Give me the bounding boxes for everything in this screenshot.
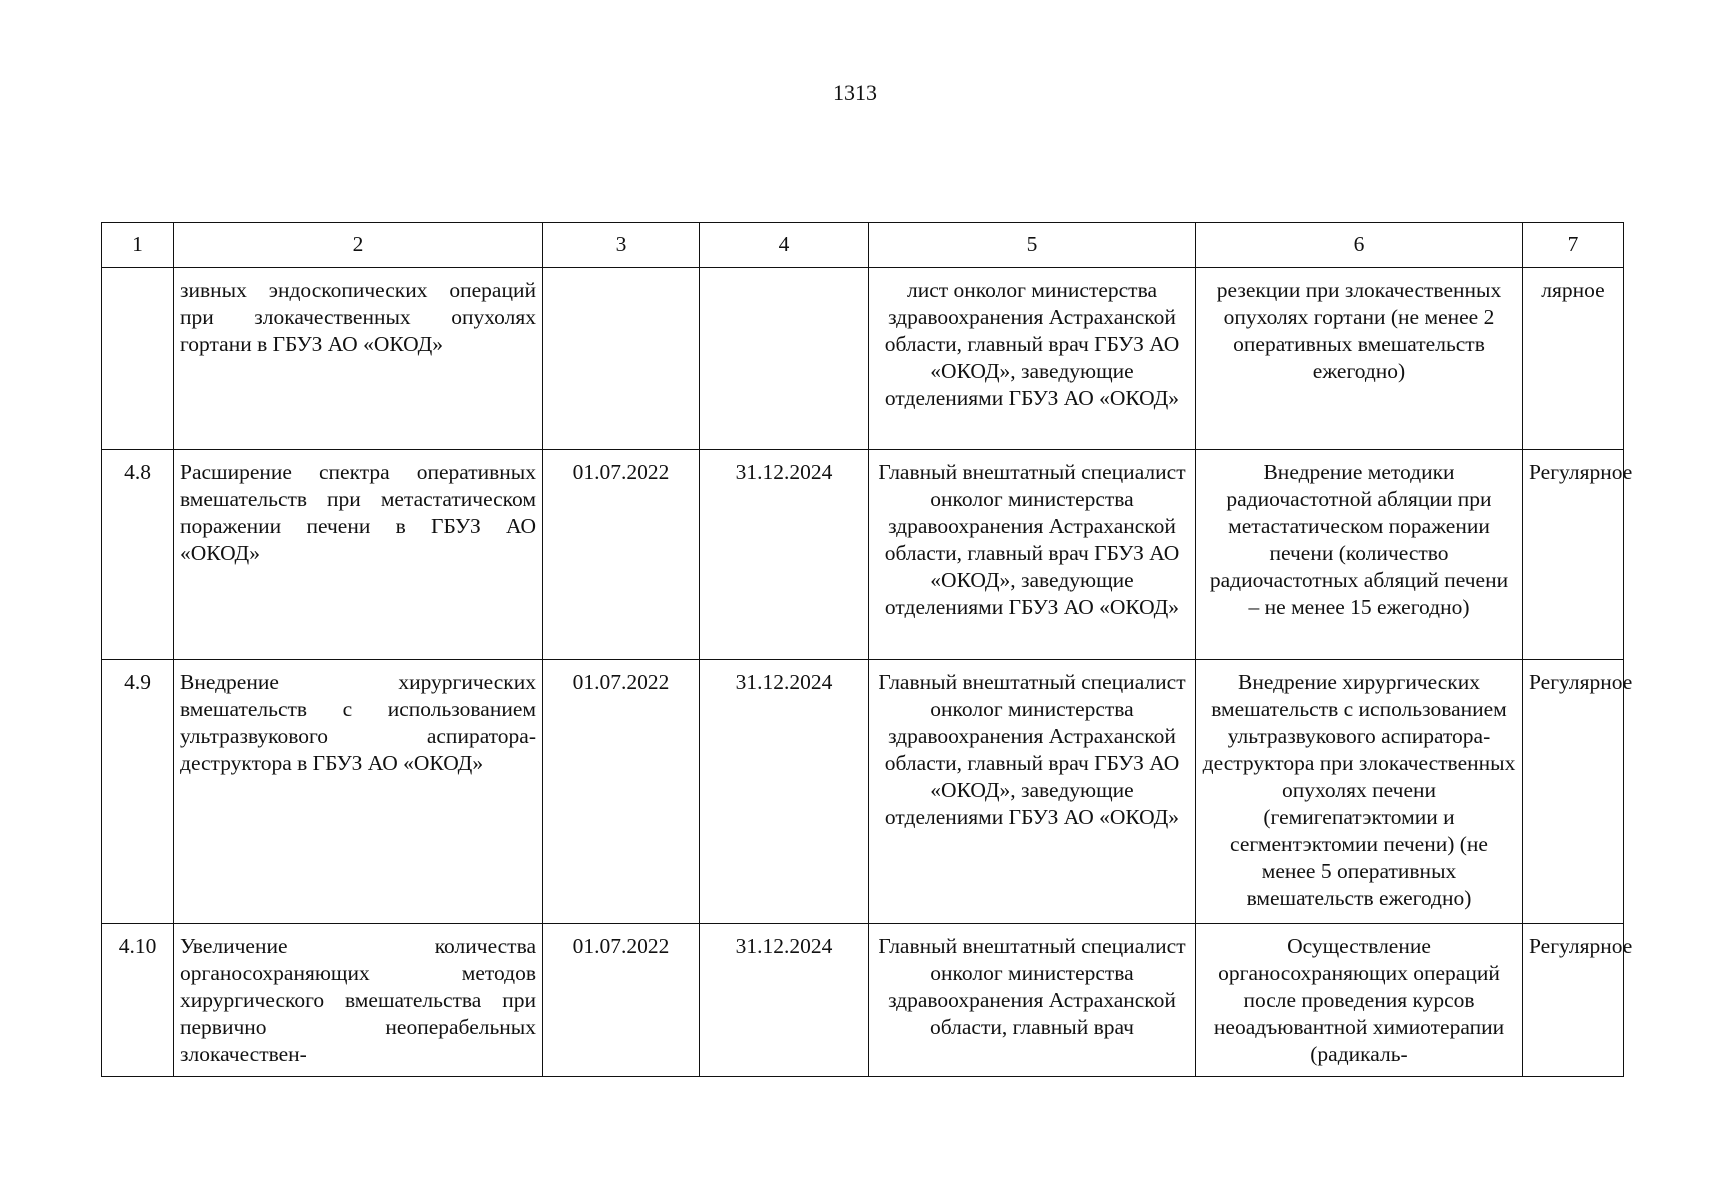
column-header: 5	[869, 223, 1196, 268]
end-date: 31.12.2024	[700, 660, 869, 924]
measure-type: лярное	[1523, 268, 1624, 450]
measure-description: зивных эндоскопических операций при злокачественных опухолях гортани в ГБУЗ АО «ОКОД»	[174, 268, 543, 450]
end-date: 31.12.2024	[700, 924, 869, 1077]
end-date: 31.12.2024	[700, 450, 869, 660]
measure-type: Регулярное	[1523, 924, 1624, 1077]
header-row	[102, 223, 1624, 268]
expected-result: Осуществление органосохраняющих операций после проведения курсов неоадъювантной химиотерапии (радикаль-	[1196, 924, 1523, 1077]
item-number: 4.10	[102, 924, 174, 1077]
column-header: 6	[1196, 223, 1523, 268]
start-date: 01.07.2022	[543, 924, 700, 1077]
responsible: Главный внештатный специалист онколог министерства здравоохранения Астраханской области, главный врач ГБУЗ АО «ОКОД», заведующие отделениями ГБУЗ АО «ОКОД»	[869, 450, 1196, 660]
item-number: 4.8	[102, 450, 174, 660]
item-number	[102, 268, 174, 450]
end-date	[700, 268, 869, 450]
column-header: 2	[174, 223, 543, 268]
table-row	[102, 450, 1624, 660]
column-header: 4	[700, 223, 869, 268]
expected-result: Внедрение методики радиочастотной абляции при метастатическом поражении печени (количество радиочастотных абляций печени – не менее 15 ежегодно)	[1196, 450, 1523, 660]
table-row	[102, 924, 1624, 1077]
responsible: Главный внештатный специалист онколог министерства здравоохранения Астраханской области, главный врач	[869, 924, 1196, 1077]
start-date: 01.07.2022	[543, 660, 700, 924]
table-row	[102, 268, 1624, 450]
expected-result: Внедрение хирургических вмешательств с использованием ультразвукового аспиратора-деструктора при злокачественных опухолях печени (гемигепатэктомии и сегментэктомии печени) (не менее 5 оперативных вмешательств ежегодно)	[1196, 660, 1523, 924]
expected-result: резекции при злокачественных опухолях гортани (не менее 2 оперативных вмешательств ежегодно)	[1196, 268, 1523, 450]
page-number: 1313	[833, 80, 877, 105]
measure-description: Увеличение количества органосохраняющих методов хирургического вмешательства при первично неоперабельных злокачествен-	[174, 924, 543, 1077]
measure-type: Регулярное	[1523, 450, 1624, 660]
responsible: Главный внештатный специалист онколог министерства здравоохранения Астраханской области, главный врач ГБУЗ АО «ОКОД», заведующие отделениями ГБУЗ АО «ОКОД»	[869, 660, 1196, 924]
responsible: лист онколог министерства здравоохранения Астраханской области, главный врач ГБУЗ АО «ОКОД», заведующие отделениями ГБУЗ АО «ОКОД»	[869, 268, 1196, 450]
measure-description: Внедрение хирургических вмешательств с использованием ультразвукового аспиратора-деструктора в ГБУЗ АО «ОКОД»	[174, 660, 543, 924]
column-header: 3	[543, 223, 700, 268]
item-number: 4.9	[102, 660, 174, 924]
start-date	[543, 268, 700, 450]
table-row	[102, 660, 1624, 924]
measure-type: Регулярное	[1523, 660, 1624, 924]
column-header: 1	[102, 223, 174, 268]
column-header: 7	[1523, 223, 1624, 268]
start-date: 01.07.2022	[543, 450, 700, 660]
measure-description: Расширение спектра оперативных вмешательств при метастатическом поражении печени в ГБУЗ АО «ОКОД»	[174, 450, 543, 660]
measures-table	[101, 222, 1633, 1077]
